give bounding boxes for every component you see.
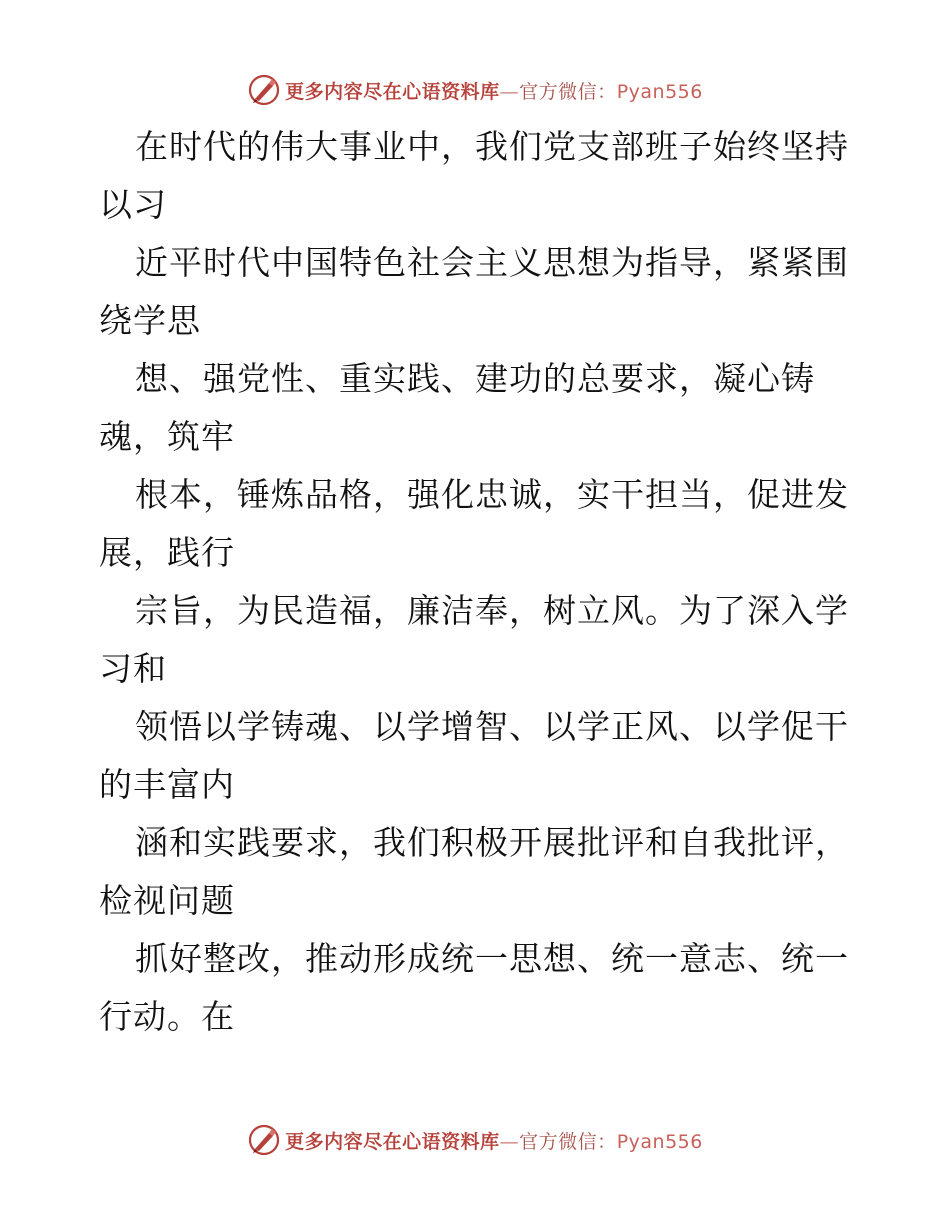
body-line: 抓好整改，推动形成统一思想、统一意志、统一 [135,939,849,978]
header-watermark [0,70,950,110]
body-line: 想、强党性、重实践、建功的总要求，凝心铸 [135,359,815,398]
body-line: 根本，锤炼品格，强化忠诚，实干担当，促进发 [135,475,849,514]
body-line: 宗旨，为民造福，廉洁奉，树立风。为了深入学 [135,591,849,630]
watermark-main: 更多内容尽在心语资料库 [285,1130,500,1153]
body-line: 习和 [99,649,167,688]
body-line: 涵和实践要求，我们积极开展批评和自我批评， [135,823,849,862]
watermark-text [285,1127,703,1154]
watermark-wechat-label: 官方微信： [519,80,617,103]
body-line: 在时代的伟大事业中，我们党支部班子始终坚持 [135,127,849,166]
watermark-wechat-id: Pyan556 [616,80,703,103]
watermark-text [285,77,703,104]
footer-watermark [0,1120,950,1160]
body-line: 绕学思 [99,301,201,340]
document-body [99,118,859,1046]
body-line: 魂，筑牢 [99,417,235,456]
body-line: 近平时代中国特色社会主义思想为指导，紧紧围 [135,243,849,282]
pen-logo-icon [247,1123,281,1157]
watermark-dash: — [499,80,520,103]
body-line: 展，践行 [99,533,235,572]
body-line: 的丰富内 [99,765,235,804]
body-line: 领悟以学铸魂、以学增智、以学正风、以学促干 [135,707,849,746]
body-line: 行动。在 [99,997,235,1036]
body-line: 以习 [99,185,167,224]
pen-logo-icon [247,73,281,107]
watermark-wechat-label: 官方微信： [519,1130,617,1153]
watermark-main: 更多内容尽在心语资料库 [285,80,500,103]
body-line: 检视问题 [99,881,235,920]
watermark-wechat-id: Pyan556 [616,1130,703,1153]
watermark-dash: — [499,1130,520,1153]
